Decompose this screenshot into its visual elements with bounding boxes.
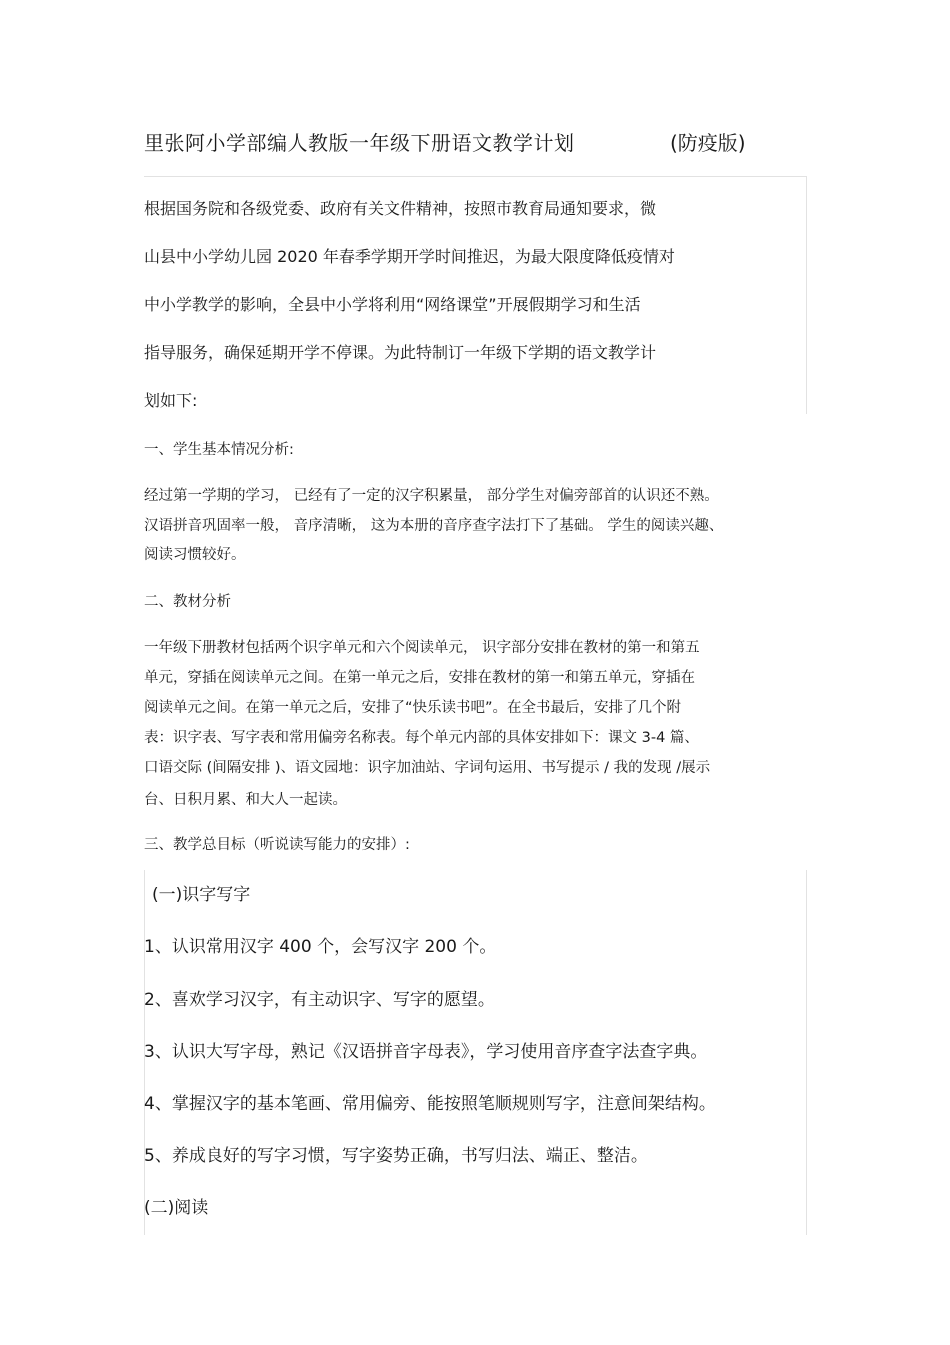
paragraph-line: 一年级下册教材包括两个识字单元和六个阅读单元， 识字部分安排在教材的第一和第五 <box>144 640 700 656</box>
section-heading: 二、教材分析 <box>144 594 231 610</box>
goal-item: 1、认识常用汉字 400 个，会写汉字 200 个。 <box>144 937 497 957</box>
document-title: 里张阿小学部编人教版一年级下册语文教学计划 <box>144 131 575 155</box>
intro-line: 划如下: <box>144 391 198 410</box>
section-heading: 一、学生基本情况分析: <box>144 442 294 458</box>
intro-line: 指导服务，确保延期开学不停课。为此特制订一年级下学期的语文教学计 <box>144 343 657 362</box>
paragraph-line: 阅读单元之间。在第一单元之后，安排了“快乐读书吧”。在全书最后，安排了几个附 <box>144 700 682 716</box>
paragraph-line: 汉语拼音巩固率一般， 音序清晰， 这为本册的音序查字法打下了基础。 学生的阅读兴趣、 <box>144 518 724 534</box>
paragraph-line: 经过第一学期的学习， 已经有了一定的汉字积累量， 部分学生对偏旁部首的认识还不熟。 <box>144 488 719 504</box>
goal-item: 2、喜欢学习汉字，有主动识字、写字的愿望。 <box>144 990 495 1010</box>
intro-line: 山县中小学幼儿园 2020 年春季学期开学时间推迟，为最大限度降低疫情对 <box>144 247 675 266</box>
goal-item: 4、掌握汉字的基本笔画、常用偏旁、能按照笔顺规则写字，注意间架结构。 <box>144 1094 716 1114</box>
intro-line: 中小学教学的影响，全县中小学将利用“网络课堂”开展假期学习和生活 <box>144 295 641 314</box>
paragraph-line: 阅读习惯较好。 <box>144 547 246 563</box>
document-title-suffix: (防疫版) <box>670 131 746 155</box>
subsection-heading: (二)阅读 <box>144 1198 209 1218</box>
paragraph-line: 单元，穿插在阅读单元之间。在第一单元之后，安排在教材的第一和第五单元，穿插在 <box>144 670 695 686</box>
frame-right-line-1 <box>806 176 807 414</box>
intro-line: 根据国务院和各级党委、政府有关文件精神，按照市教育局通知要求，微 <box>144 199 657 218</box>
paragraph-line: 表：识字表、写字表和常用偏旁名称表。每个单元内部的具体安排如下：课文 3-4 篇、 <box>144 730 699 746</box>
goal-item: 3、认识大写字母，熟记《汉语拼音字母表》，学习使用音序查字法查字典。 <box>144 1042 708 1062</box>
goal-item: 5、养成良好的写字习惯，写字姿势正确，书写归法、端正、整洁。 <box>144 1146 648 1166</box>
section-heading: 三、教学总目标（听说读写能力的安排）: <box>144 837 410 853</box>
subsection-heading: (一)识字写字 <box>152 885 251 905</box>
paragraph-line: 台、日积月累、和大人一起读。 <box>144 792 347 808</box>
frame-right-line-2 <box>806 870 807 1235</box>
paragraph-line: 口语交际 (间隔安排 )、语文园地：识字加油站、字词句运用、书写提示 / 我的发现 /展示 <box>144 760 711 776</box>
frame-top-line <box>144 176 806 177</box>
